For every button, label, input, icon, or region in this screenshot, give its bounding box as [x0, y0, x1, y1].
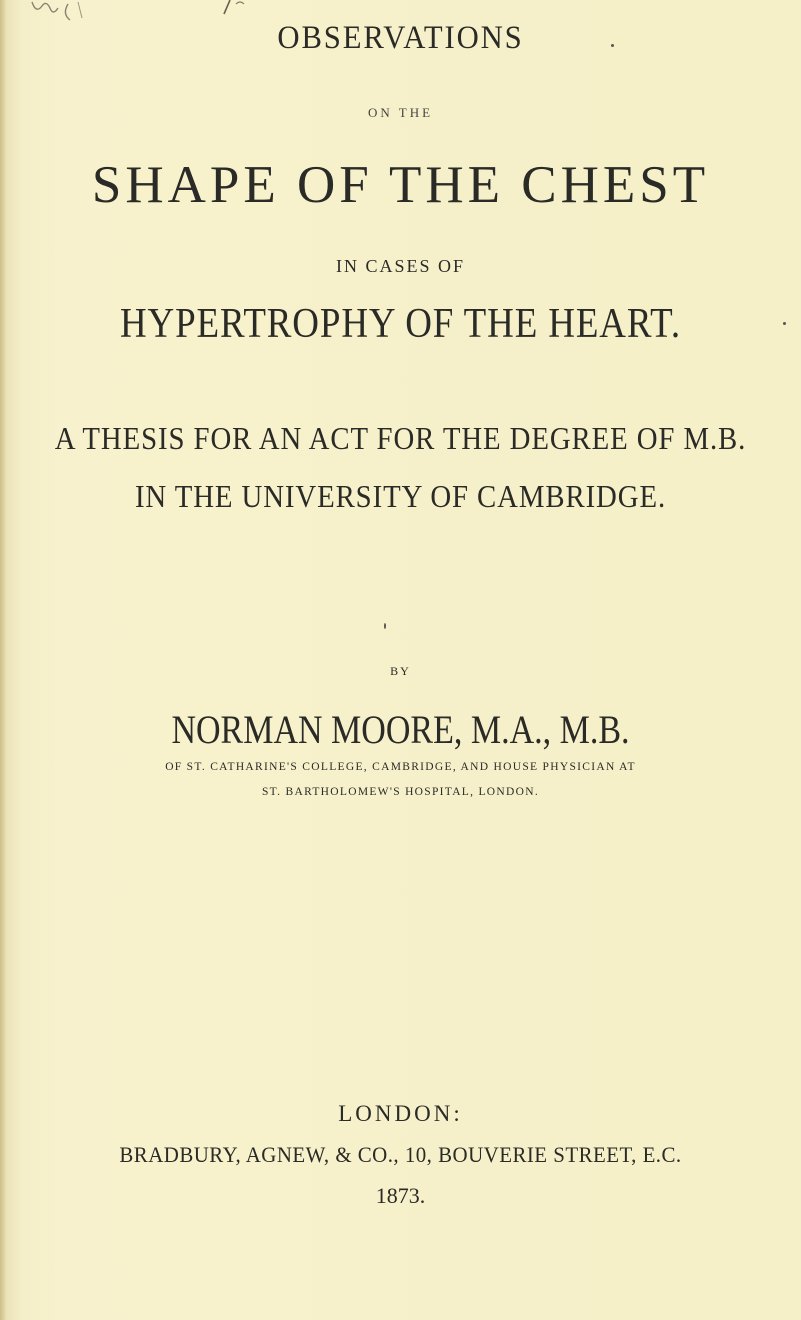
heading-in-cases: IN CASES OF — [335, 256, 466, 276]
heading-on-the: ON THE — [367, 105, 434, 120]
paper-speck — [384, 623, 386, 629]
subtitle: HYPERTROPHY OF THE HEART. — [119, 301, 682, 347]
thesis-line: IN THE UNIVERSITY OF CAMBRIDGE. — [134, 478, 667, 514]
by-label: BY — [390, 664, 411, 678]
imprint-year: 1873. — [375, 1183, 426, 1208]
imprint-publisher: BRADBURY, AGNEW, & CO., 10, BOUVERIE STREET, E.C. — [119, 1142, 682, 1167]
author-affiliation: ST. BARTHOLOMEW'S HOSPITAL, LONDON. — [261, 786, 540, 798]
main-title: SHAPE OF THE CHEST — [91, 156, 710, 214]
paper-speck — [783, 322, 786, 325]
paper-speck — [611, 44, 614, 47]
imprint-city: LONDON: — [338, 1101, 463, 1126]
thesis-line: A THESIS FOR AN ACT FOR THE DEGREE OF M.B. — [54, 420, 747, 456]
author-affiliation: OF ST. CATHARINE'S COLLEGE, CAMBRIDGE, AND HOUSE PHYSICIAN AT — [165, 761, 636, 773]
heading-observations: OBSERVATIONS — [277, 20, 524, 56]
author-name: NORMAN MOORE, M.A., M.B. — [171, 707, 630, 752]
